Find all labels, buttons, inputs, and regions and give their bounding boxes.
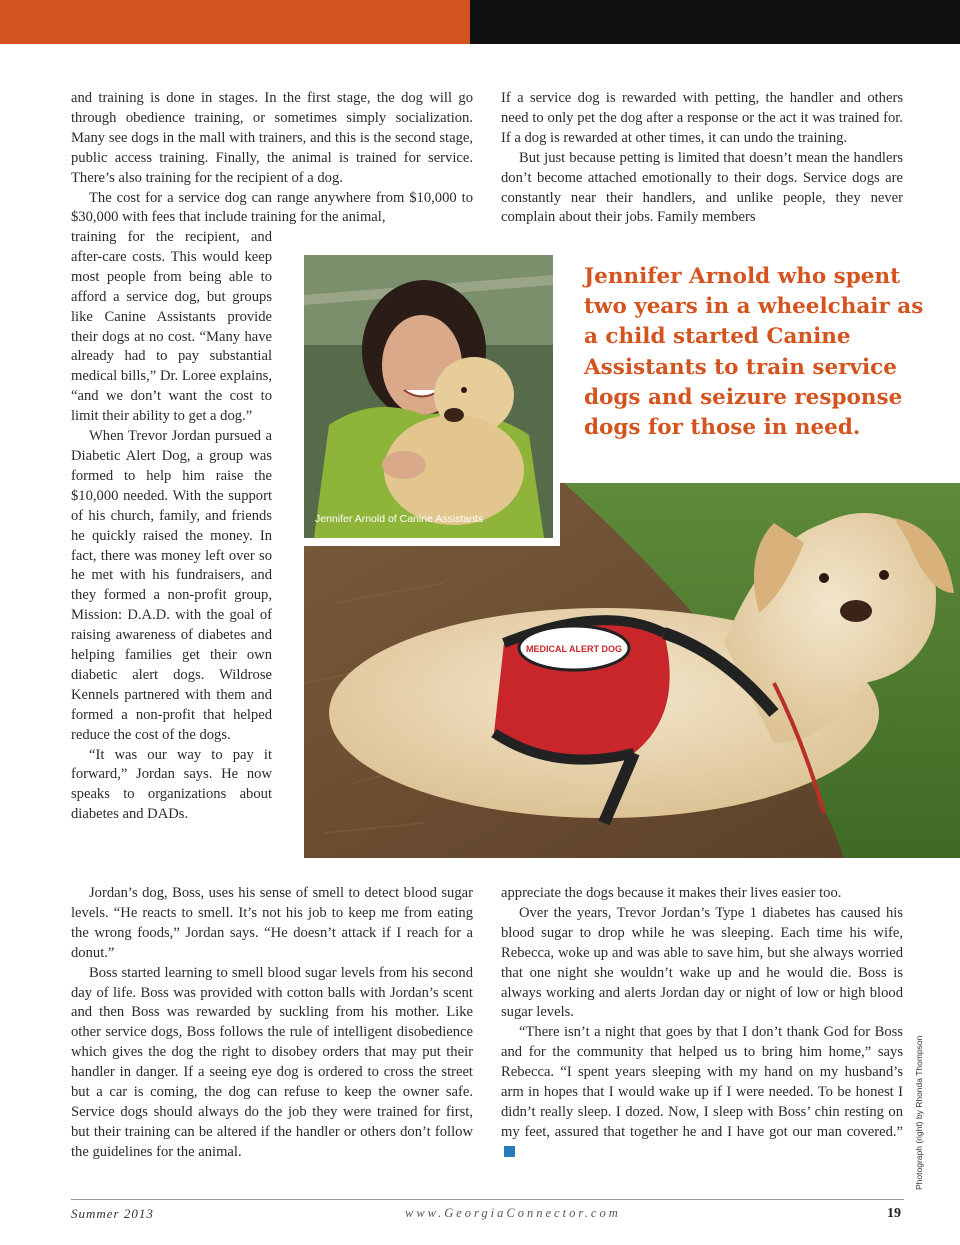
pull-quote: Jennifer Arnold who spent two years in a wheelchair as a child started Canine Assistants to train service dogs and seizure response dogs for those in need.: [584, 264, 924, 441]
paragraph: But just because petting is limited that doesn’t mean the handlers don’t become attached emotionally to their dogs. Service dogs are constantly near their handlers, and unlike people, they never complain about their jobs. Family members: [501, 149, 903, 226]
paragraph: Over the years, Trevor Jordan’s Type 1 diabetes has caused his blood sugar to drop while he was sleeping. Each time his wife, Rebecca, woke up and was able to save him, but she always worried that one night she wouldn’t wake up and he would die. Boss is always working and alerts Jordan day or night of low or high blood sugar levels.: [501, 904, 903, 1021]
paragraph: [501, 1023, 903, 1162]
col1-narrow-text: [71, 228, 272, 825]
header-accent-bar: [0, 0, 470, 44]
issue-label: Summer 2013: [71, 1206, 154, 1221]
paragraph: Boss started learning to smell blood sugar levels from his second day of life. Boss was provided with cotton balls with Jordan’s scent and then Boss was rewarded by suckling from his mother. Like other service dogs, Boss follows the rule of intelligent disobedience which gives the dog the right to disobey orders that may put their handler in danger. If a seeing eye dog is ordered to cross the street but a car is coming, the dog can refuse to keep the owner safe. Service dogs should always do the job they were trained for first, but their training can be altered if the handler or others don’t follow the guidelines for the animal.: [71, 964, 473, 1160]
header-dark-bar: [470, 0, 960, 44]
col2-bottom-text: [501, 884, 903, 1163]
page-number: 19: [887, 1206, 901, 1221]
paragraph: and training is done in stages. In the first stage, the dog will go through obedience training, or sometimes simply socialization. Many see dogs in the mall with trainers, and this is the second stage, public access training. Finally, the animal is trained for service. There’s also training for the recipient of a dog.: [71, 90, 473, 186]
website-link[interactable]: www.GeorgiaConnector.com: [405, 1206, 621, 1220]
paragraph: appreciate the dogs because it makes their lives easier too.: [501, 885, 842, 901]
jennifer-arnold-photo: [304, 255, 553, 538]
photo-credit: Photograph (right) by Rhonda Thompson: [914, 1035, 924, 1190]
paragraph: The cost for a service dog can range anywhere from $10,000 to $30,000 with fees that include training for the animal,: [71, 189, 473, 226]
col2-top-text: [501, 89, 903, 228]
photo-caption: Jennifer Arnold of Canine Assistants: [315, 513, 484, 525]
vest-label: MEDICAL ALERT DOG: [526, 644, 622, 654]
col1-top-text: [71, 89, 473, 228]
quote-text: “There isn’t a night that goes by that I don’t thank God for Boss and for the community that helped us to bring him home,” says Rebecca. “I spent years sleeping with my hand on my husband’s arm in hopes that I would wake up if I were needed. To be honest I didn’t really sleep. I dozed. Now, I sleep with Boss’ chin resting on my feet, assured that together he and I have got our man covered.”: [501, 1024, 903, 1140]
georgia-end-mark-icon: [504, 1146, 515, 1157]
footer-rule: [71, 1199, 904, 1200]
paragraph: Jordan’s dog, Boss, uses his sense of smell to detect blood sugar levels. “He reacts to smell. It’s not his job to keep me from eating the wrong foods,” Jordan says. “He doesn’t attack if I reach for a donut.”: [71, 885, 473, 961]
paragraph: If a service dog is rewarded with petting, the handler and others need to only pet the dog after a response or the act it was trained for. If a dog is rewarded at other times, it can undo the training.: [501, 90, 903, 146]
col1-bottom-text: [71, 884, 473, 1163]
paragraph: “It was our way to pay it forward,” Jordan says. He now speaks to organizations about diabetes and DADs.: [71, 746, 272, 823]
paragraph: When Trevor Jordan pursued a Diabetic Alert Dog, a group was formed to help him raise the $10,000 needed. With the support of his church, family, and friends he quickly raised the money. In fact, there was money left over so he met with his fundraisers, and they formed a non-profit group, Mission: D.A.D. with the goal of raising awareness of diabetes and helping families get their own diabetic alert dogs. Wildrose Kennels partnered with them and formed a non-profit that helped reduce the cost of the dogs.: [71, 428, 272, 743]
paragraph: training for the recipient, and after-care costs. This would keep most people from being able to afford a service dog, but groups like Canine Assistants provide their dogs at no cost. “Many have already had to pay substantial medical bills,” Dr. Loree explains, “and we don’t want the cost to limit their ability to get a dog.”: [71, 229, 272, 425]
